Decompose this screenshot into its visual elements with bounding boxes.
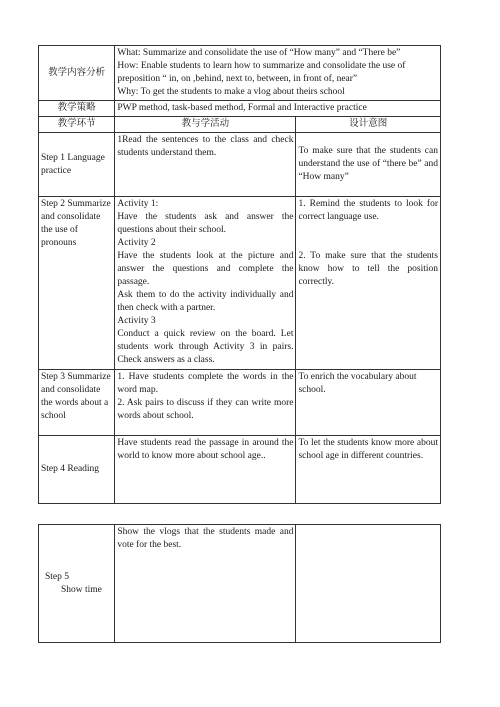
step5-title: Show time	[61, 584, 102, 595]
content-analysis-label: 教学内容分析	[39, 46, 115, 101]
step5-label-cell	[39, 525, 115, 643]
step1-activity: 1Read the sentences to the class and check students understand them.	[115, 133, 296, 197]
lesson-plan-table	[38, 45, 441, 504]
step4-label: Step 4 Reading	[39, 436, 115, 504]
step1-label: Step 1 Language practice	[39, 133, 115, 197]
content-analysis-cell	[115, 46, 441, 101]
content-analysis-what: What: Summarize and consolidate the use of “How many” and “There be”	[117, 48, 401, 58]
content-analysis-why: Why: To get the students to make a vlog about theirs school	[117, 87, 345, 97]
step3-activity-1: 1. Have students complete the words in the word map.	[117, 372, 294, 395]
strategy-value: PWP method, task-based method, Formal and Interactive practice	[115, 101, 441, 117]
step2-activity: Activity 1: Have the students ask and answer the questions about their school. Activity 2 Have the students look at the picture and answer the questions and complete the passage. Ask them to do the activity individually and then check with a partner. Activity 3 Conduct a quick review on the board. Let students work through Activity 3 in pairs. Check answers as a class.	[115, 197, 296, 370]
strategy-label: 教学策略	[39, 101, 115, 117]
step5-label: Step 5	[45, 571, 70, 582]
step5-activity: Show the vlogs that the students made and vote for the best.	[115, 525, 296, 643]
step4-activity: Have students read the passage in around the world to know more about school age..	[115, 436, 296, 504]
header-activities: 教与学活动	[115, 117, 296, 133]
show-time-table	[38, 524, 441, 643]
step5-purpose	[296, 525, 441, 643]
header-purpose: 设计意图	[296, 117, 441, 133]
step4-purpose: To let the students know more about school age in different countries.	[296, 436, 441, 504]
content-analysis-how: How: Enable students to learn how to summarize and consolidate the use of preposition “ in, on ,behind, next to, between, in front of, near”	[117, 61, 406, 84]
step3-label: Step 3 Summarize and consolidate the words about a school	[39, 370, 115, 436]
step2-purpose-2: 2. To make sure that the students know how to tell the position correctly.	[298, 251, 438, 287]
step3-purpose: To enrich the vocabulary about school.	[296, 370, 441, 436]
step3-activity-2: 2. Ask pairs to discuss if they can write more words about school.	[117, 398, 294, 421]
step2-purpose-1: 1. Remind the students to look for correct language use.	[298, 199, 438, 222]
step3-activity-cell	[115, 370, 296, 436]
step1-purpose: To make sure that the students can understand the use of “there be” and “How many”	[296, 133, 441, 197]
header-stage: 教学环节	[39, 117, 115, 133]
step2-label: Step 2 Summarize and consolidate the use of pronouns	[39, 197, 115, 370]
step2-purpose-cell	[296, 197, 441, 370]
